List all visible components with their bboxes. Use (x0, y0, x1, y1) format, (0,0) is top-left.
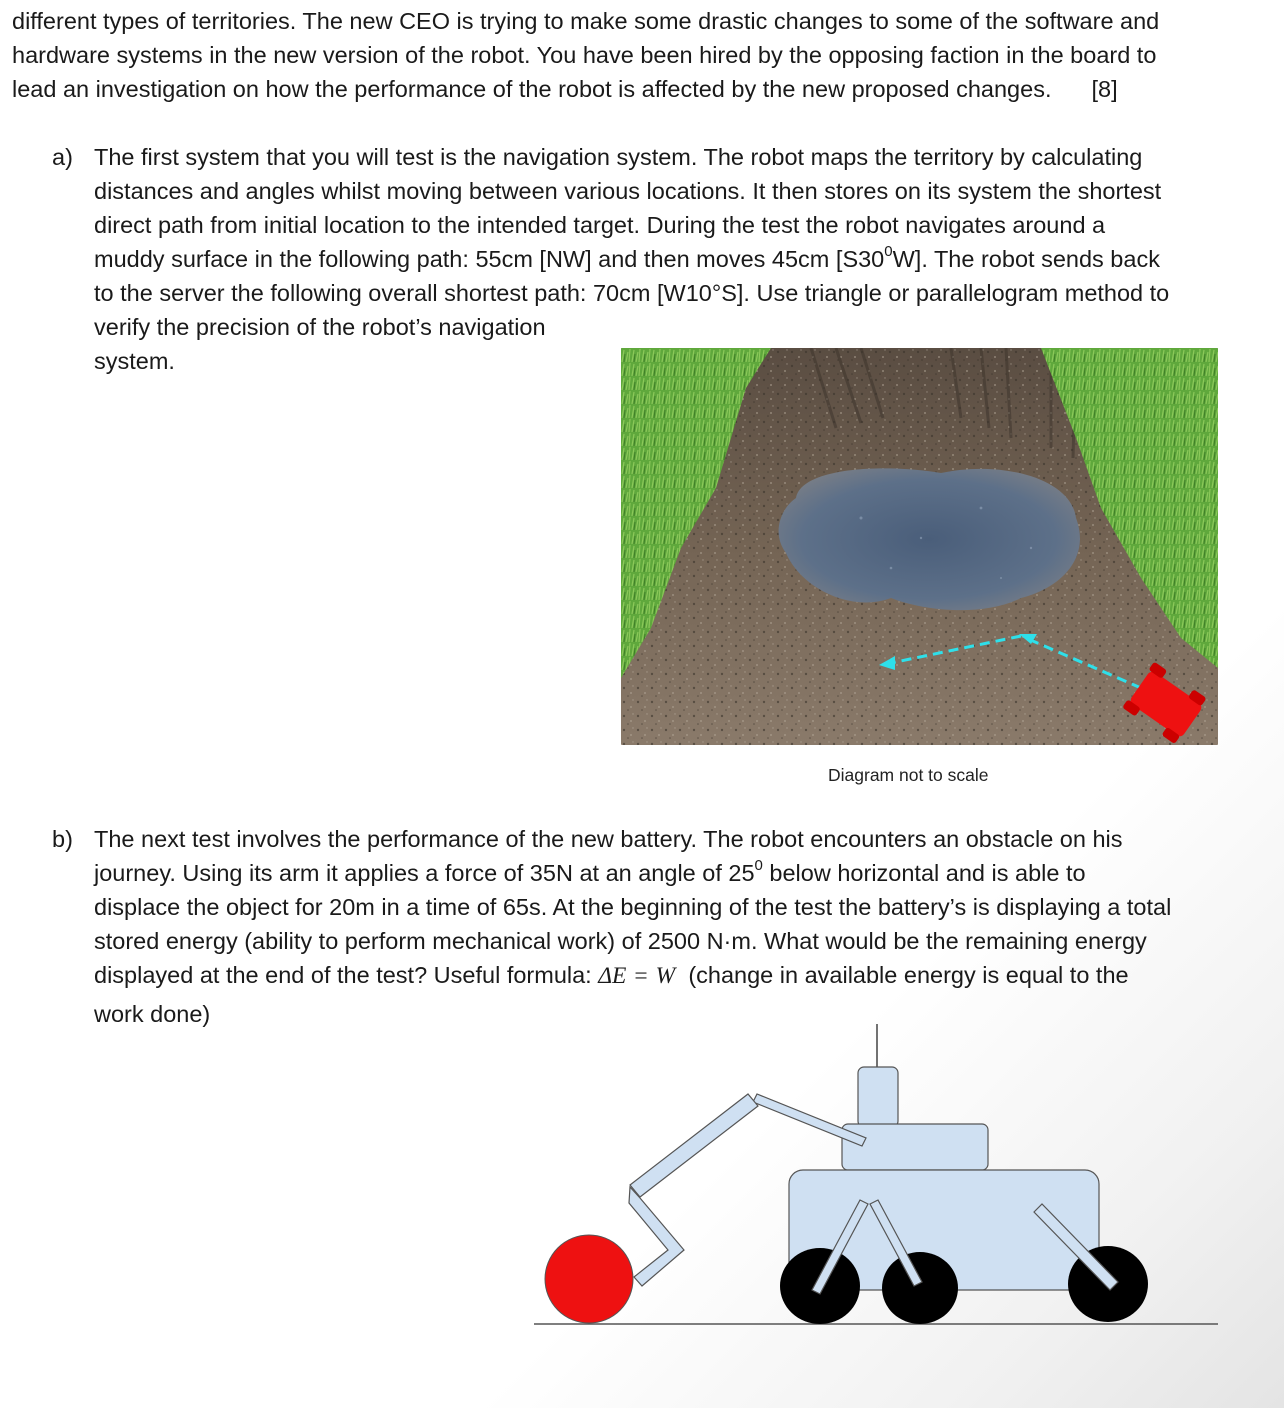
qa-line-4 (94, 242, 1169, 276)
question-b-label: b) (52, 826, 73, 852)
formula (598, 963, 675, 989)
qb-line-5-pre: displayed at the end of the test? Useful formula: (94, 962, 592, 988)
degree-superscript: 0 (754, 857, 763, 875)
intro-line-2: hardware systems in the new version of the robot. You have been hired by the opposing faction in the board to (12, 42, 1157, 68)
robot-arm-upper (753, 1094, 866, 1146)
intro-line-3 (12, 72, 1159, 106)
qa-line-2: distances and angles whilst moving between various locations. It then stores on its system the shortest (94, 178, 1162, 204)
qa-line-7: system. (94, 348, 175, 374)
qb-line-4: stored energy (ability to perform mechanical work) of 2500 N·m. What would be the remaining energy (94, 928, 1147, 954)
qa-line-5: to the server the following overall shortest path: 70cm [W10°S]. Use triangle or parallelogram method to (94, 280, 1170, 306)
qb-line-1: The next test involves the performance of the new battery. The robot encounters an obstacle on his (94, 826, 1123, 852)
formula-rhs: W (655, 963, 676, 989)
qb-line-5-post: (change in available energy is equal to the (688, 962, 1129, 988)
qb-line-2-pre: journey. Using its arm it applies a force of 35N at an angle of 25 (94, 860, 755, 886)
question-a-label: a) (52, 144, 73, 170)
robot-diagram (530, 1020, 1230, 1340)
qa-line-6: verify the precision of the robot’s navigation (94, 314, 546, 340)
qa-line-1: The first system that you will test is the navigation system. The robot maps the territory by calculating (94, 144, 1143, 170)
diagram-caption: Diagram not to scale (828, 765, 989, 785)
qb-line-2 (94, 856, 1171, 890)
marks-label: [8] (1091, 76, 1118, 102)
intro-line-3-text: lead an investigation on how the performance of the robot is affected by the new proposed changes. (12, 76, 1052, 102)
qa-line-4-tail: W]. The robot sends back (892, 246, 1160, 272)
obstacle-ball (545, 1235, 633, 1323)
robot-head (858, 1067, 898, 1127)
qb-line-2-post: below horizontal and is able to (762, 860, 1086, 886)
wheel-2 (882, 1252, 958, 1324)
question-a-text (94, 140, 1169, 378)
intro-line-1: different types of territories. The new CEO is trying to make some drastic changes to some of the software and (12, 8, 1160, 34)
qa-line-4-text: muddy surface in the following path: 55cm [NW] and then moves 45cm [S30 (94, 246, 885, 272)
robot-gripper (629, 1187, 684, 1286)
robot-arm-lower (630, 1094, 758, 1197)
robot-upper-body (842, 1124, 988, 1170)
intro-paragraph (12, 4, 1159, 106)
degree-superscript: 0 (884, 243, 893, 261)
formula-lhs: ΔE (598, 963, 627, 989)
formula-equals: = (634, 963, 648, 989)
muddy-puddle-photo (621, 348, 1218, 745)
qb-line-3: displace the object for 20m in a time of 65s. At the beginning of the test the battery’s is displaying a total (94, 894, 1172, 920)
qb-line-5 (94, 958, 1171, 993)
qb-line-6: work done) (94, 1001, 211, 1027)
qa-line-3: direct path from initial location to the intended target. During the test the robot navigates around a (94, 212, 1106, 238)
question-b-text (94, 822, 1171, 1031)
